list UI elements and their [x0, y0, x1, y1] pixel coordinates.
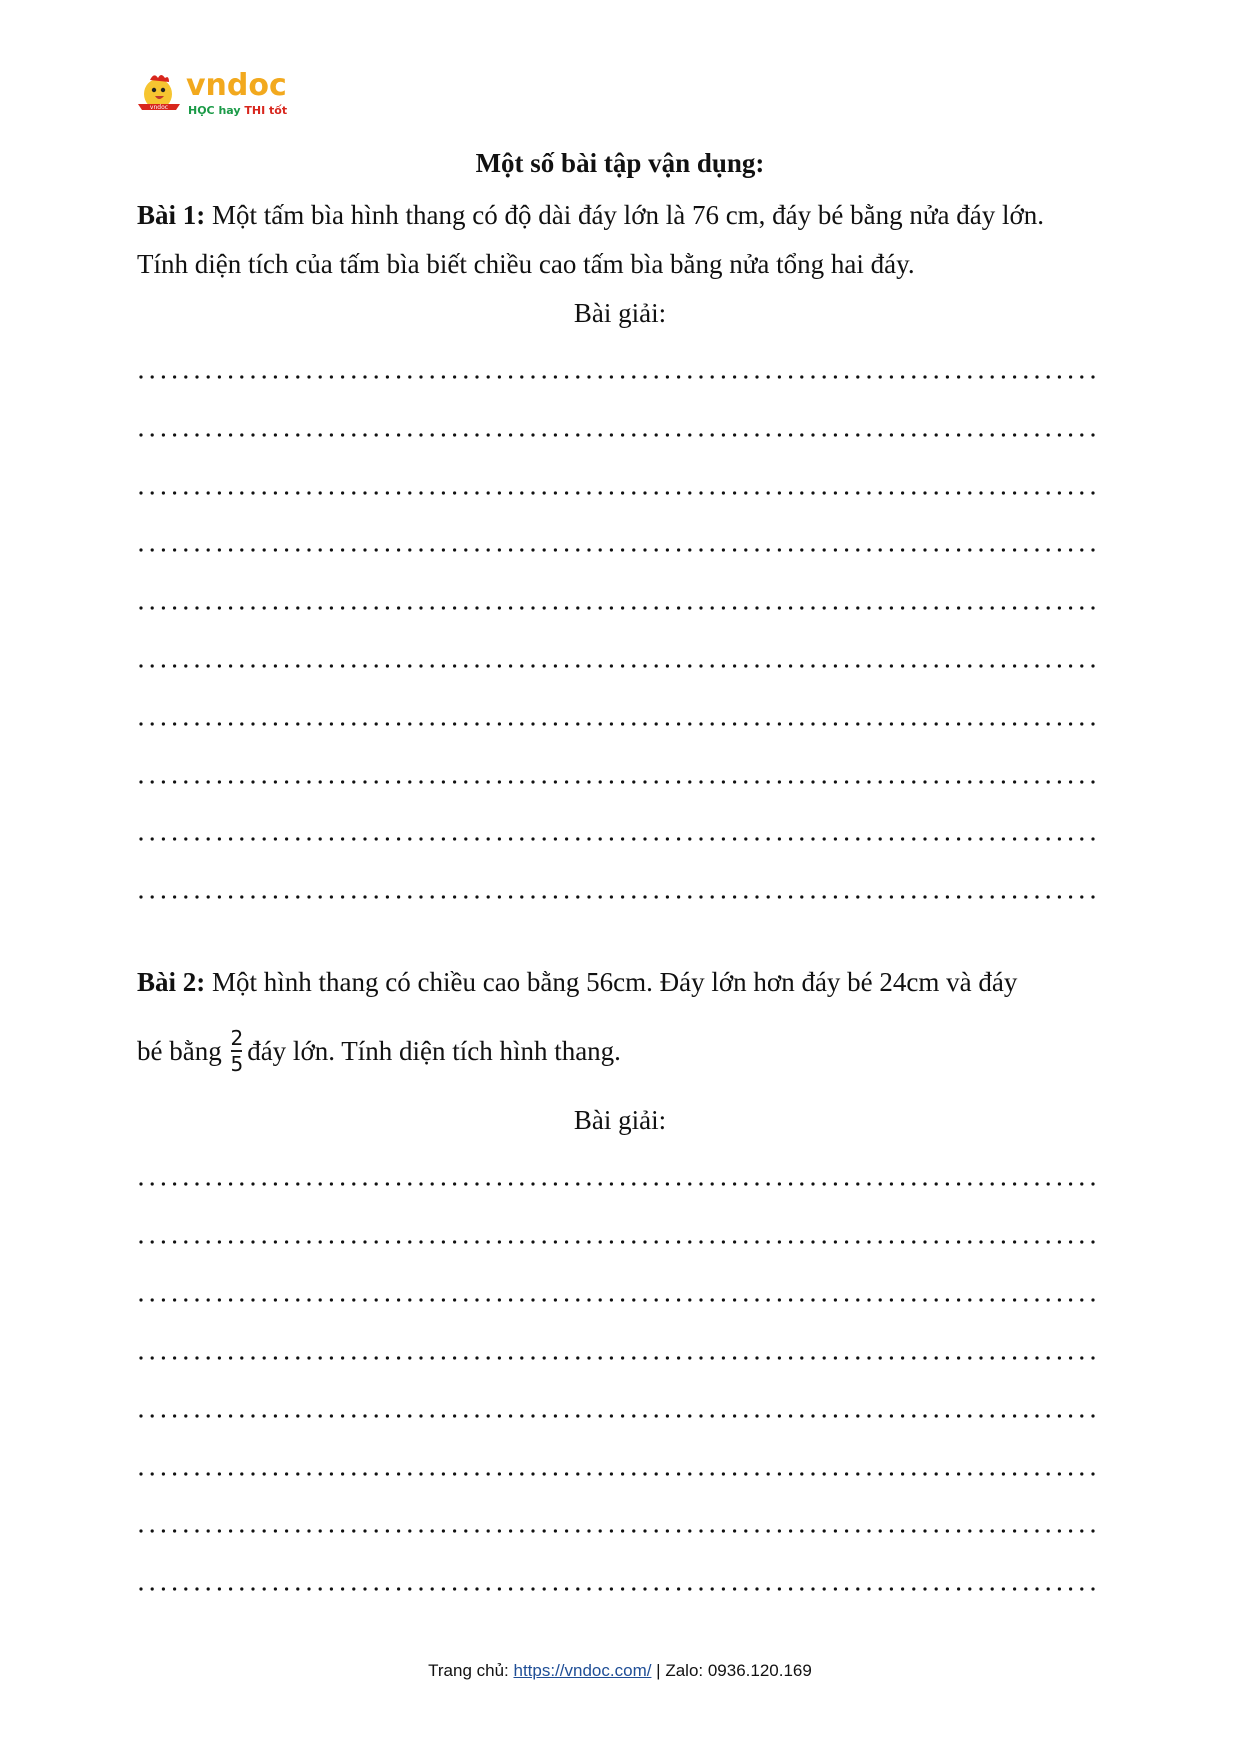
answer-dotted-line: [137, 721, 1103, 727]
logo-wordmark: vndoc: [186, 68, 287, 103]
answer-dotted-line: [137, 490, 1103, 496]
fraction-denominator: 5: [230, 1051, 244, 1076]
exercise-1-line-1: [137, 198, 1044, 232]
fraction-two-fifths: [230, 1028, 243, 1074]
exercise-1-solution-heading: Bài giải:: [573, 298, 667, 328]
footer-homepage-link[interactable]: https://vndoc.com/: [513, 1661, 652, 1680]
answer-dotted-line: [137, 374, 1103, 380]
footer-separator: |: [651, 1661, 666, 1680]
answer-dotted-line: [137, 1181, 1103, 1187]
exercise-2-text-1: Một hình thang có chiều cao bằng 56cm. Đáy lớn hơn đáy bé 24cm và đáy: [205, 967, 1018, 997]
exercise-1-text-1: Một tấm bìa hình thang có độ dài đáy lớn là 76 cm, đáy bé bằng nửa đáy lớn.: [205, 200, 1045, 230]
answer-dotted-line: [137, 1413, 1103, 1419]
exercise-2-text-2b: đáy lớn. Tính diện tích hình thang.: [247, 1035, 621, 1066]
chicken-mascot-icon: [136, 72, 182, 118]
answer-dotted-line: [137, 779, 1103, 785]
answer-dotted-line: [137, 1471, 1103, 1477]
answer-dotted-line: [137, 432, 1103, 438]
vndoc-logo: [136, 68, 296, 124]
exercise-2-line-2: [137, 1026, 621, 1077]
footer-contact: Zalo: 0936.120.169: [665, 1661, 812, 1680]
answer-dotted-line: [137, 605, 1103, 611]
exercise-1-label: Bài 1:: [137, 200, 206, 230]
page-title: Một số bài tập vận dụng:: [475, 148, 765, 178]
answer-dotted-line: [137, 1528, 1103, 1534]
logo-slogan: [188, 104, 287, 118]
fraction-numerator: 2: [230, 1026, 244, 1050]
answer-dotted-line: [137, 894, 1103, 900]
svg-text:vndoc: vndoc: [149, 104, 169, 111]
exercise-1-line-2: Tính diện tích của tấm bìa biết chiều cao tấm bìa bằng nửa tổng hai đáy.: [137, 249, 915, 279]
answer-dotted-line: [137, 1586, 1103, 1592]
slogan-thi-tot: THI tốt: [244, 104, 288, 117]
slogan-hoc-hay: HỌC hay: [188, 104, 245, 117]
answer-dotted-line: [137, 836, 1103, 842]
exercise-2-text-2a: bé bằng: [137, 1035, 222, 1066]
answer-dotted-line: [137, 1297, 1103, 1303]
exercise-2-solution-heading: Bài giải:: [573, 1105, 667, 1135]
answer-dotted-line: [137, 1239, 1103, 1245]
answer-dotted-line: [137, 547, 1103, 553]
answer-dotted-line: [137, 663, 1103, 669]
page-footer: [0, 1660, 1240, 1682]
answer-dotted-line: [137, 1355, 1103, 1361]
footer-prefix: Trang chủ:: [428, 1661, 514, 1680]
exercise-2-label: Bài 2:: [137, 967, 206, 997]
exercise-2-line-1: [137, 965, 1017, 999]
